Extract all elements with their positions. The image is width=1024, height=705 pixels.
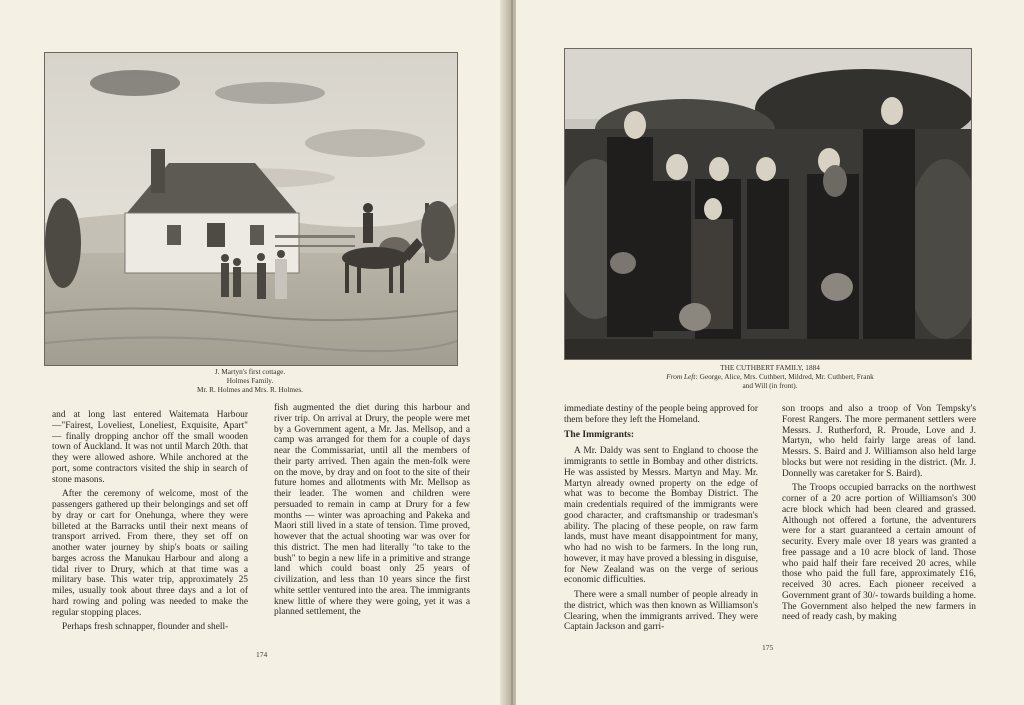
family-photo-image [565, 49, 971, 359]
caption-title: THE CUTHBERT FAMILY, 1884 [720, 363, 820, 372]
cottage-photo-caption [150, 367, 350, 394]
page-number: 174 [256, 650, 268, 659]
paragraph: After the ceremony of welcome, most of the passengers gathered up their belongings and set off by dray or cart for Onehunga, where they were billeted at the Barracks until their next means of transport arrived. From there, they set off on another water journey by ship's boats or sailing barges across the Manukau Harbour and along a tidal river to Drury, which at that time was a military base. This water trip, approximately 25 miles, usually took about three days and a lot of hard rowing and poling was needed to make the regular stopping places. [52, 489, 248, 618]
paragraph: fish augmented the diet during this harbour and river trip. On arrival at Drury, the people were met by a Government agent, a Mr. Jas. Mellsop, and a camp was arranged for them for a couple of days near the Commissariat, until all the members of their party arrived. Then again the men-folk were on the move, by dray and on foot to the site of their future homes and allotments with Mr. Mellsop as their leader. The women and children were persuaded to remain in camp at Drury for a few months — winter was aproaching and Pakeka and Maori still lived in a state of tension. Time proved, however that the actual shooting war was over for this district. The men had literally "to take to the bush" to begin a new life in a primitive and strange land which could boast only 25 years of civilization, and less than 10 years since the first white settler ventured into the area. The immigrants knew little of where they were going, yet it was a planned settlement, the [274, 403, 470, 618]
caption-line: Mr. R. Holmes and Mrs. R. Holmes. [196, 385, 303, 394]
family-photo [564, 48, 972, 360]
paragraph: Perhaps fresh schnapper, flounder and shell- [62, 622, 229, 633]
caption-line: J. Martyn's first cottage. [214, 367, 286, 376]
caption-line: and Will (in front). [742, 381, 798, 390]
caption-names: George, Alice, Mrs. Cuthbert, Mildred, Mr. Cuthbert, Frank [699, 372, 874, 381]
page-number: 175 [762, 643, 774, 652]
cottage-photo [44, 52, 458, 366]
left-page [0, 0, 508, 705]
family-photo-caption [600, 363, 940, 390]
paragraph: The Troops occupied barracks on the northwest corner of a 20 acre portion of Williamson's 300 acre block which had been cleared and grassed. Although not offered a fortune, the adventurers were for a start guaranteed a certain amount of security. Every male over 18 years was granted a free passage and a 10 acre block of land. Those who paid half their fare received 20 acres, while those who paid the full fare, approximately £16, received 30 acres. Each pioneer received a Government grant of 30/- towards building a home. The Government also helped the new farmers in need of ready cash, by making [782, 483, 976, 623]
right-page-column-2 [782, 404, 976, 627]
paragraph: There were a small number of people already in the district, which was then known as Williamson's Clearing, when the immigrants arrived. They were Captain Jackson and garri- [564, 590, 758, 633]
left-page-column-1 [52, 410, 248, 637]
caption-line [600, 372, 940, 381]
paragraph: immediate destiny of the people being approved for them before they left the Homeland. [564, 404, 758, 425]
right-page [516, 0, 1024, 705]
caption-lead: From Left: [666, 372, 698, 381]
cottage-photo-image [45, 53, 457, 365]
right-page-column-1 [564, 404, 758, 637]
paragraph: and at long last entered Waitemata Harbour—"Fairest, Loveliest, Loneliest, Exquisite, Apart" — finally dropping anchor off the small wooden town of Auckland. It was not until March 20th. that they were allowed ashore. While anchored at the port, some contractors visited the ship in search of stone masons. [52, 410, 248, 485]
section-heading: The Immigrants: [564, 428, 635, 440]
paragraph: son troops and also a troop of Von Tempsky's Forest Rangers. The more permanent settlers were Messrs. J. Rutherford, R. Proude, Love and J. Martyn, who held fairly large areas of land. Messrs. S. Baird and J. Williamson also held large blocks but were not residing in the district. (Mr. J. Donnelly was caretaker for S. Baird). [782, 404, 976, 479]
paragraph: A Mr. Daldy was sent to England to choose the immigrants to settle in Bombay and other districts. He was assisted by Messrs. Martyn and May. Mr. Martyn already owned property on the edge of what was to become the Bombay District. The main credentials required of the immigrants were good character, and craftsmanship or tradesman's ability. The placing of these people, on raw farm lands, must have meant disappointment for many, who had no wish to be farmers. In the long run, however, it may have proved a blessing in disguise, for New Zealand was on the verge of serious economic difficulties. [564, 446, 758, 586]
left-page-column-2 [274, 403, 470, 622]
caption-line: Holmes Family. [226, 376, 274, 385]
